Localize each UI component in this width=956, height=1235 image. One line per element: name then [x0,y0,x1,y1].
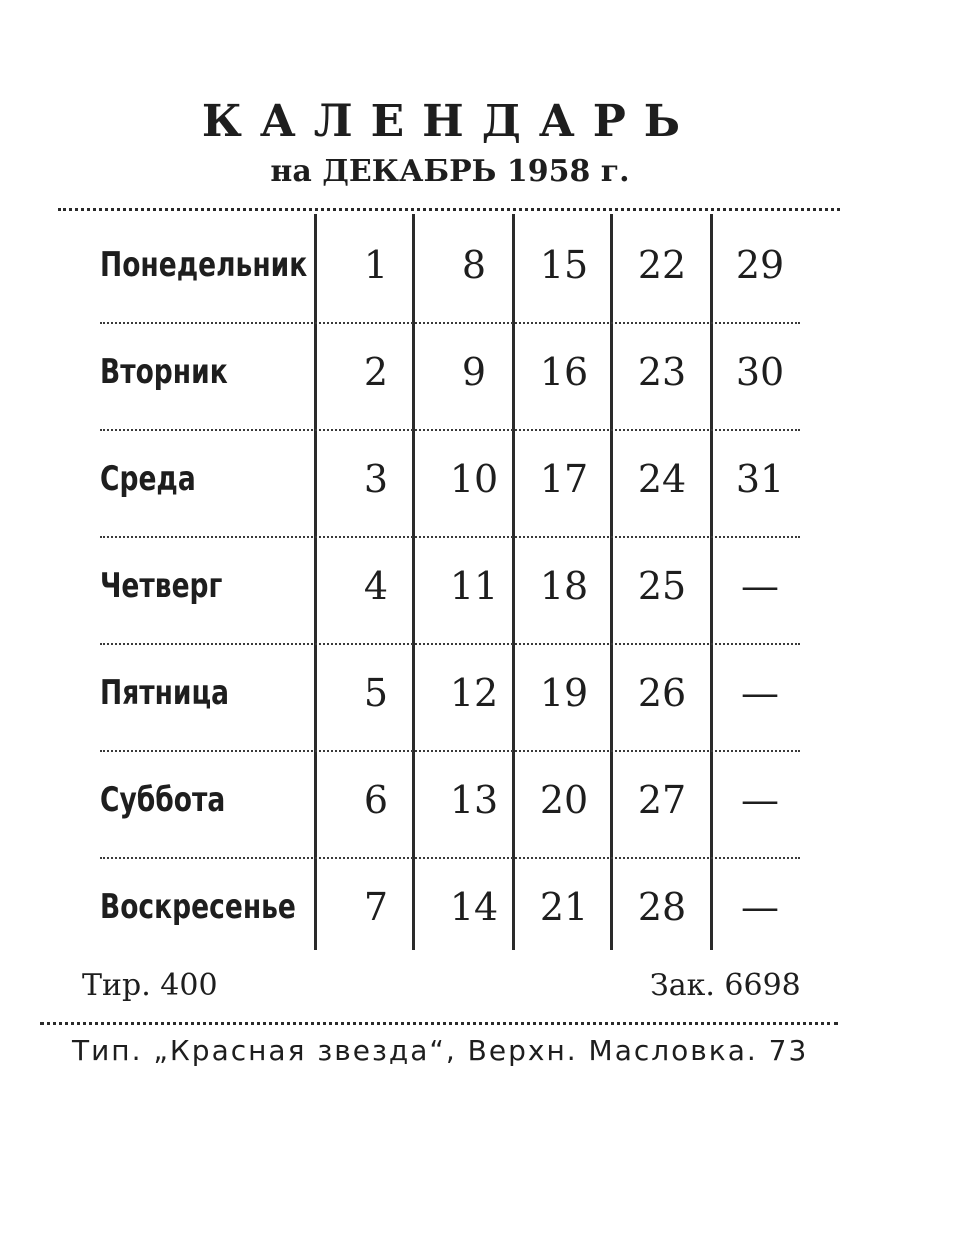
date-cell: 30 [735,350,785,394]
date-cell: 4 [363,564,389,608]
weekday-label: Воскресенье [100,887,296,927]
date-cell: 7 [363,885,389,929]
calendar-title: КАЛЕНДАРЬ [201,96,699,147]
date-cell: 26 [637,671,687,715]
date-cell: 2 [363,350,389,394]
row-separator [100,750,800,752]
weekday-label: Суббота [100,780,226,820]
date-cell: 6 [363,778,389,822]
date-cell: — [741,778,779,822]
column-divider [314,214,317,950]
weekday-label: Четверг [100,566,223,606]
date-cell: — [741,671,779,715]
date-cell: 23 [637,350,687,394]
date-cell: — [741,885,779,929]
row-separator [100,536,800,538]
date-cell: 18 [539,564,589,608]
top-rule [58,208,840,211]
date-cell: 21 [539,885,589,929]
row-separator [100,429,800,431]
date-cell: 9 [461,350,487,394]
date-cell: 22 [637,243,687,287]
weekday-label: Вторник [100,352,228,392]
date-cell: 14 [449,885,499,929]
date-cell: 31 [735,457,785,501]
date-cell: 11 [449,564,499,608]
date-cell: 12 [449,671,499,715]
date-cell: 3 [363,457,389,501]
date-cell: 13 [449,778,499,822]
date-cell: 8 [461,243,487,287]
date-cell: 27 [637,778,687,822]
date-cell: 25 [637,564,687,608]
date-cell: 16 [539,350,589,394]
row-separator [100,643,800,645]
weekday-label: Понедельник [100,245,308,285]
date-cell: 1 [363,243,389,287]
date-cell: 5 [363,671,389,715]
print-run: Тир. 400 [82,968,218,1003]
order-number: Зак. 6698 [650,968,801,1003]
date-cell: 28 [637,885,687,929]
date-cell: 29 [735,243,785,287]
date-cell: 17 [539,457,589,501]
date-cell: 10 [449,457,499,501]
printer-info: Тип. „Красная звезда“, Верхн. Масловка. 73 [72,1034,809,1067]
date-cell: — [741,564,779,608]
row-separator [100,857,800,859]
date-cell: 15 [539,243,589,287]
weekday-label: Среда [100,459,196,499]
date-cell: 20 [539,778,589,822]
bottom-rule [40,1022,838,1025]
row-separator [100,322,800,324]
weekday-label: Пятница [100,673,230,713]
date-cell: 19 [539,671,589,715]
calendar-subtitle: на ДЕКАБРЬ 1958 г. [270,154,630,189]
date-cell: 24 [637,457,687,501]
